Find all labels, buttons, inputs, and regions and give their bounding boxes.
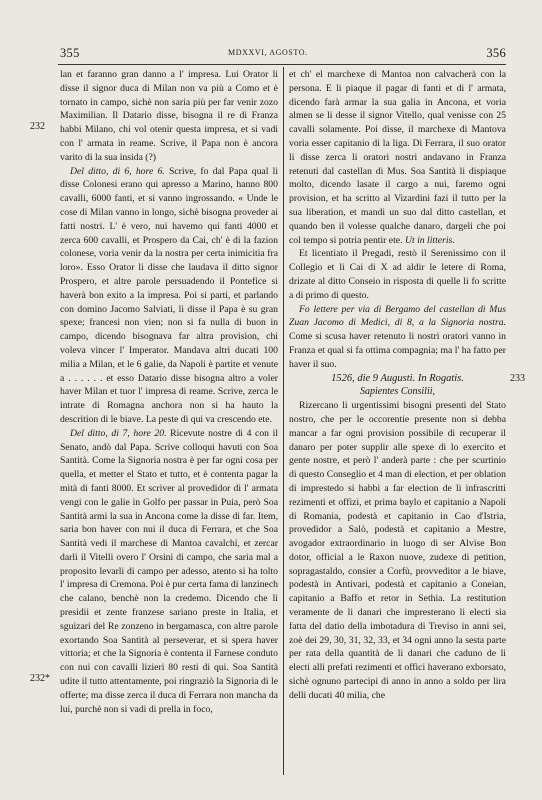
column-divider — [283, 67, 284, 775]
paragraph-text: et ch' el marchexe di Mantoa non calvacherà con la persona. E li piaque il pagar di fanti et di l' armata, dicendo farà armar la sua galia in Ancona, et voria almen se li desse il signor Vitello, qual venisse con 25 cavalli solamente. Poi disse, il marchexe di Mantova voria esser capitanio di la liga. Di Ferrara, il suo orator li disse zerca li oratori nostri andavano in Franza retenuti dal castellan di Mus. Soa Santità li dispiaque molto, dicendo lasate il cargo a nui, faremo ogni provision, et ha scritto al Vizardini fazi il tutto per la sua liberation, et mandi un suo dal ditto castellan, et quando ben il volesse qualche danaro, dargeli che poi col tempo si potria pentir ete. — [289, 69, 506, 246]
paragraph-text: Come si scusa haver retenuto li nostri oratori vanno in Franza et qual si fa ottima compagnia; ma l' ha fatto per haver il suo. — [289, 331, 506, 370]
header-rule — [58, 64, 506, 65]
paragraph: Et licentiato il Pregadi, restò il Serenissimo con il Collegio et li Cai di X ad aldir le letere di Roma, drizate al ditto Conseio in risposta di quelle li fo scritte a di primo di questo. — [289, 248, 506, 301]
paragraph: lan et faranno gran danno a l' impresa. Lui Orator li disse il signor duca di Milan non va più a Como et è tornato in campo, sichè non saria più per far venir zozo Maximilian. Il Datario disse, bisogna il re di Franza habbi Milano, chi vol otenir questa impresa, et si vadi con l' armata in reame. Scrive, il Papa non è ancora varito di la sua insida (?) — [60, 69, 278, 163]
paragraph-text: Ricevute nostre di 4 con il Senato, andò dal Papa. Scrive colloqui havuti con Soa Santità. Come la Signoria nostra è per far ogni cosa per quella, et metter el Stato et tutto, et è contenta pagar la mità di fanti 8000. Et scriver al provedidor di l' armata vengi con le galie in Golfo per passar in Puia, però Soa Santità armi la sua in Ancona come la disse di far. Item, saria bon haver con nui il duca di Ferrara, et che Soa Santità vedi il marchese di Mantoa cavalchi, et zercar darli il Vitelli overo l' Orsini di campo, che saria mal a proposito levarli di campo per adesso, atento si ha tolto l' impresa di Cremona. Poi è pur certa fama di lanzinech che calano, benchè non la credemo. Dicendo che li presidii et zente franzese sariano preste in Italia, et sguizari del Re zonzeno in bergamasca, con altre parole exortando Soa Santità al perseverar, et si spera haver vittoria; et che la Signoria è contenta il Farnese conduto con nui con cavalli lizieri 80 resti di qui. Soa Santità udite il tutto attentamente, poi ringraziò la Signoria di le offerte; ma disse zerca il duca di Ferrara non mancha da lui, purchè non si vadi di prella in foco, — [60, 427, 279, 715]
page-number-right: 356 — [486, 46, 506, 60]
page-header — [60, 46, 506, 62]
margin-number-233: 233 — [510, 373, 525, 384]
section-subheading: Sapientes Consilii, — [360, 386, 435, 398]
page-number-left: 355 — [60, 46, 80, 60]
paragraph — [60, 427, 278, 717]
letter-dateline: Del ditto, di 6, hore 6. — [70, 165, 165, 177]
margin-number-232: 232 — [30, 121, 45, 132]
paragraph — [289, 68, 506, 247]
running-title: MDXXVI, AGOSTO. — [228, 48, 308, 57]
section-heading: 1526, die 9 Augusti. In Rogatis. — [331, 372, 464, 384]
paragraph-tail: Ut in litteris. — [404, 234, 455, 246]
paragraph — [60, 165, 278, 427]
paragraph-text: Scrive, fo dal Papa qual li disse Colonesi erano qui apresso a Marino, hanno 800 cavalli, 6000 fanti, et si vanno ingrossando. « Unde le cose di Milan vanno in longo, sichè bisogna proveder ai fatti nostri. L' è vero, nui havemo qui fanti 4000 et zerca 600 cavalli, et Prospero da Cai, ch' è di la fazion colonese, voria venir da la nostra per certa inimicitia fra loro». Esso Orator li disse che laudava il ditto signor Prospero, et altre parole persuadendo il Pontefice si haverà bon exito a la impresa. Poi si parti, et parlando con domino Jacomo Salviati, li disse il Papa è su gran spexe; francesi non vien; non si fa nulla di buon in campo, dicendo bisognava far altra provision, chi voleva vincer l' Imperator. Mandava altri ducati 100 milia a Milan, et le 6 galie, da Napoli è partite et venute a . . . . . . et esso Datario disse bisogna altro a voler haver Milan et tuor l' impresa di reame. Scrive, zerca le intrate di Romagna anchora non si ha hauto la descrition di le biave. La peste di qui va crescendo ete. — [60, 165, 279, 425]
letter-dateline: Fo lettere per via di Bergamo del castellan di Mus Zuan Jacomo di Medici, di 8, a la Signoria nostra. — [289, 303, 506, 329]
letter-dateline: Del ditto, di 7, hore 20. — [70, 427, 167, 439]
paragraph — [289, 303, 506, 372]
paragraph: Rizercano li urgentissimi bisogni presenti del Stato nostro, che per le occorentie presente non si debba mancar a far ogni provision possibile di recuperar il danaro per poter supplir alle spexe di lo exercito et gente nostre, et però l' anderà parte : che per scurtinio di questo Conseglio et 4 man di election, et per oblation di imprestedo si habbi a far election de li infrascritti rezimenti et offizi, et prima baylo et capitanio a Napoli di Romania, podestà et capitanio in Cao d'Istria, provedidor a Salò, podestà et capitanio a Mestre, avogador extraordinario in luogo di ser Alvise Bon dotor, official a le Raxon nuove, zudexe di petition, sopragastaldo, consier a Corfù, provveditor a le biave, podestà in Antivari, podestà et capitanio a Coneian, capitanio a Baffo et retor in Sethia. La restitution veramente de li danari che impresterano li electi sia fatta del datio della imbotadura di Treviso in anni sei, zoè dei 29, 30, 31, 32, 33, et 34 ogni anno la sesta parte per rata della quantità de li danari che caduno de li electi alli prefati rezimenti et offici haverano exborsato, sichè ognuno partecipi di anno in anno a soldo per lira delli ducati 40 milia, che — [289, 400, 506, 701]
left-column — [60, 68, 278, 716]
right-column — [289, 68, 506, 703]
margin-number-232-star: 232* — [30, 673, 50, 684]
